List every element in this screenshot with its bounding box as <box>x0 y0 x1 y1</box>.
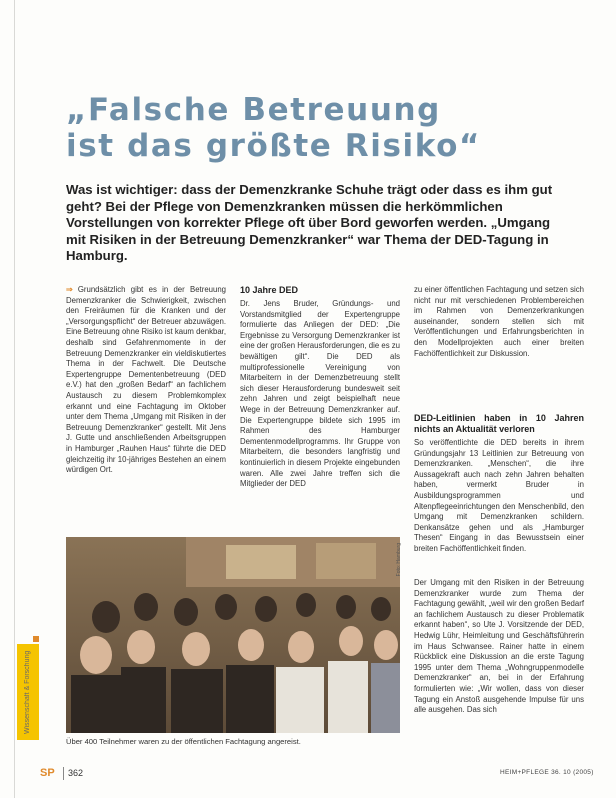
article-title <box>66 92 586 164</box>
column-3-text-bottom: Der Umgang mit den Risiken in der Betreuung Demenzkranker wurde zum Thema der Fachtagung gewählt, „weil wir den großen Bedarf an fachlichem Austausch zu dieser Problematik erkannt haben“, so Ute J. Vorsitzende der DED, Hedwig Lühr, Heimleitung und Geschäftsführerin im Haus Schwansee. Rainer hatte in einem Rückblick eine Diskussion an die erste Tagung 1995 unter dem Thema „Wohngruppenmodelle Demenzkranker“ an, bei in der Erfahrung formulierten wie: „Wir wollen, dass von dieser Tagung ein Anstoß ausgehende Impulse für uns alle ausgehen. Das sich <box>414 578 584 715</box>
column-3-mid <box>414 413 584 555</box>
photo-caption: Über 400 Teilnehmer waren zu der öffentlichen Fachtagung angereist. <box>66 737 301 746</box>
photo-credit: Foto: Hamburg <box>396 543 402 577</box>
column-2 <box>240 285 400 490</box>
title-line-2: ist das größte Risiko“ <box>66 128 481 164</box>
page-gutter-line <box>14 0 15 798</box>
column-3-text-mid: So veröffentlichte die DED bereits in ihrem Gründungsjahr 13 Leitlinien zur Betreuung von Demenzkranken. „Menschen“, die ihre Aussagekraft auch nach zehn Jahren behalten haben, vermerkt Bruder in Ausbildungsprogrammen und Altenpflegeeinrichtungen den Menschenbild, den Umgang mit Demenzkranken schildern. Denkansätze gehen und als „Hamburger Thesen“ Eingang in das Bewusstsein einer breiten Fachöffentlichkeit finden. <box>414 438 584 553</box>
magazine-logo: SP <box>40 767 55 779</box>
column-3-top <box>414 285 584 359</box>
column-1-text: Grundsätzlich gibt es in der Betreuung Demenzkranker die Schwierigkeit, zwischen den Freiräumen für die Kranken und der „Versorgungspflicht“ der Betreuer abzuwägen. Eine Betreuung ohne Risiko ist kaum denkbar, deshalb sind Gefahrenmomente in der Betreuung Demenzkranker ein vieldiskutiertes Thema in der Fachwelt. Die Deutsche Expertengruppe Dementenbetreuung (DED e.V.) hat den „großen Bedarf“ an fachlichem Austausch zu diesem Problemkomplex erkannt und eine Fachtagung im Oktober unter dem Thema „Umgang mit Risiken in der Betreuung Demenzkranker“ gestellt. Mit Jens J. Gutte und anschließenden Arbeitsgruppen in Hamburger „Rauhen Haus“ führte die DED gleichzeitig ihr 10-jähriges Bestehen an einem würdigen Ort. <box>66 285 226 475</box>
section-side-tab-label: Wissenschaft & Forschung <box>24 650 31 734</box>
arrow-icon: ⇒ <box>66 285 73 294</box>
column-1 <box>66 285 226 476</box>
column-2-text: Dr. Jens Bruder, Gründungs- und Vorstandsmitglied der Expertengruppe formulierte das Anliegen der DED: „Die Ergebnisse zu Versorgung Demenzkranker ist eine der großen Herausforderungen, die es zu bewältigen gilt“. Die DED als multiprofessionelle Vereinigung von Mitarbeitern in der Demenzbetreuung stellt sich dieser Herausforderung bundesweit seit zehn Jahren und zeigt beispielhaft neue Wege in der Betreuung Demenzkranker auf. Die Expertengruppe bildete sich 1995 im Rahmen des Hamburger Dementenmodellprogramms. Ihr Gruppe von Mitarbeitern, die besonders langfristig und kontinuierlich in diesem Projekte eingebunden waren. Alle zwei Jahre treffen sich die Mitglieder der DED <box>240 299 400 489</box>
title-line-1: „Falsche Betreuung <box>66 92 441 128</box>
issue-info: HEIM+PFLEGE 36. 10 (2005) <box>500 769 594 776</box>
column-3-text-top: zu einer öffentlichen Fachtagung und setzen sich nicht nur mit verschiedenen Problembereichen im Rahmen von Demenzerkrankungen auseinander, sondern stellen sich mit Veröffentlichungen und Erfahrungsberichten in den Modellprojekten auch einer breiten Fachöffentlichkeit zur Diskussion. <box>414 285 584 358</box>
audience-photo <box>66 537 400 733</box>
audience-photo-image <box>66 537 400 733</box>
column-2-subhead: 10 Jahre DED <box>240 285 299 295</box>
footer-separator <box>63 767 64 780</box>
column-3-bottom <box>414 578 584 716</box>
column-3-subhead: DED-Leitlinien haben in 10 Jahren nichts an Aktualität verloren <box>414 413 584 434</box>
page-number: 362 <box>68 768 84 778</box>
section-marker <box>33 636 39 642</box>
article-lead: Was ist wichtiger: dass der Demenzkranke Schuhe trägt oder dass es ihm gut geht? Bei der Pflege von Demenzkranken müssen die herkömmlichen Vorstellungen von korrekter Pflege oft über Bord geworfen werden. „Umgang mit Risiken in der Betreuung Demenzkranker“ war Thema der DED-Tagung in Hamburg. <box>66 182 553 263</box>
